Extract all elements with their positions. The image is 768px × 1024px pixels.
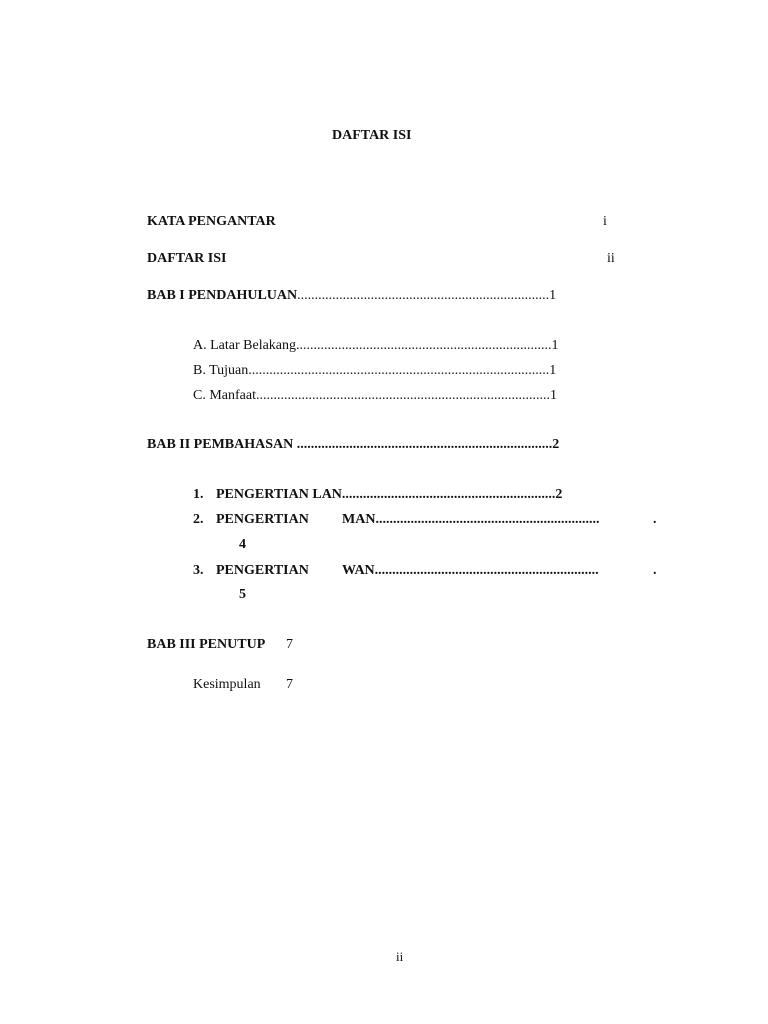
toc-entry-page: 1	[551, 338, 559, 353]
toc-entry-label: PENGERTIAN LAN	[216, 487, 342, 502]
toc-leader-dots: .............................................................	[341, 487, 556, 502]
toc-entry-page: 2	[555, 487, 563, 502]
toc-leader-dots: ........................................................................	[297, 288, 550, 303]
toc-entry-manfaat	[193, 388, 557, 404]
toc-leader-dots: .........................................................................	[296, 338, 552, 353]
toc-entry-label: C. Manfaat	[193, 388, 256, 403]
toc-entry-page: 2	[552, 437, 560, 452]
toc-entry-label: BAB I PENDAHULUAN	[147, 288, 298, 303]
toc-entry-bab-3-page: 7	[286, 637, 293, 652]
toc-entry-label: PENGERTIAN	[216, 512, 309, 527]
toc-entry-page: 1	[549, 363, 557, 378]
toc-leader-dots: ................................................................	[375, 512, 600, 527]
page-number: ii	[396, 949, 404, 964]
toc-entry-daftar-isi-label: DAFTAR ISI	[147, 251, 227, 266]
toc-entry-tail-dot: .	[653, 512, 657, 527]
toc-entry-label-2: WAN	[342, 563, 375, 578]
toc-entry-pengertian-man	[193, 512, 599, 528]
toc-entry-page: 1	[549, 388, 557, 403]
toc-leader-dots: ......................................................................................	[248, 363, 550, 378]
toc-entry-latar-belakang	[193, 338, 559, 354]
toc-entry-label: BAB II PEMBAHASAN	[147, 437, 297, 452]
toc-entry-page: 5	[239, 587, 246, 602]
toc-entry-bab-1	[147, 288, 556, 304]
toc-entry-page: 1	[549, 288, 557, 303]
toc-leader-dots: ................................................................	[374, 563, 599, 578]
toc-entry-kesimpulan-label: Kesimpulan	[193, 677, 261, 692]
toc-entry-pengertian-wan	[193, 563, 599, 579]
toc-entry-page: 4	[239, 537, 246, 552]
page-title: DAFTAR ISI	[332, 128, 412, 143]
toc-entry-number: 3.	[193, 563, 204, 578]
toc-entry-tail-dot: .	[653, 563, 657, 578]
toc-entry-kata-pengantar-label: KATA PENGANTAR	[147, 214, 276, 229]
toc-leader-dots: .........................................................................	[296, 437, 553, 452]
toc-entry-bab-2	[147, 437, 559, 453]
toc-entry-tujuan	[193, 363, 556, 379]
toc-entry-label: A. Latar Belakang	[193, 338, 297, 353]
toc-entry-label: PENGERTIAN	[216, 563, 309, 578]
toc-entry-label: B. Tujuan	[193, 363, 249, 378]
toc-entry-kata-pengantar-page: i	[603, 214, 607, 229]
toc-entry-number: 2.	[193, 512, 204, 527]
toc-entry-daftar-isi-page: ii	[607, 251, 615, 266]
toc-entry-pengertian-lan	[193, 487, 562, 503]
toc-entry-kesimpulan-page: 7	[286, 677, 293, 692]
toc-entry-label-2: MAN	[342, 512, 376, 527]
toc-leader-dots: ....................................................................................	[255, 388, 550, 403]
toc-entry-number: 1.	[193, 487, 204, 502]
toc-entry-bab-3-label: BAB III PENUTUP	[147, 637, 266, 652]
